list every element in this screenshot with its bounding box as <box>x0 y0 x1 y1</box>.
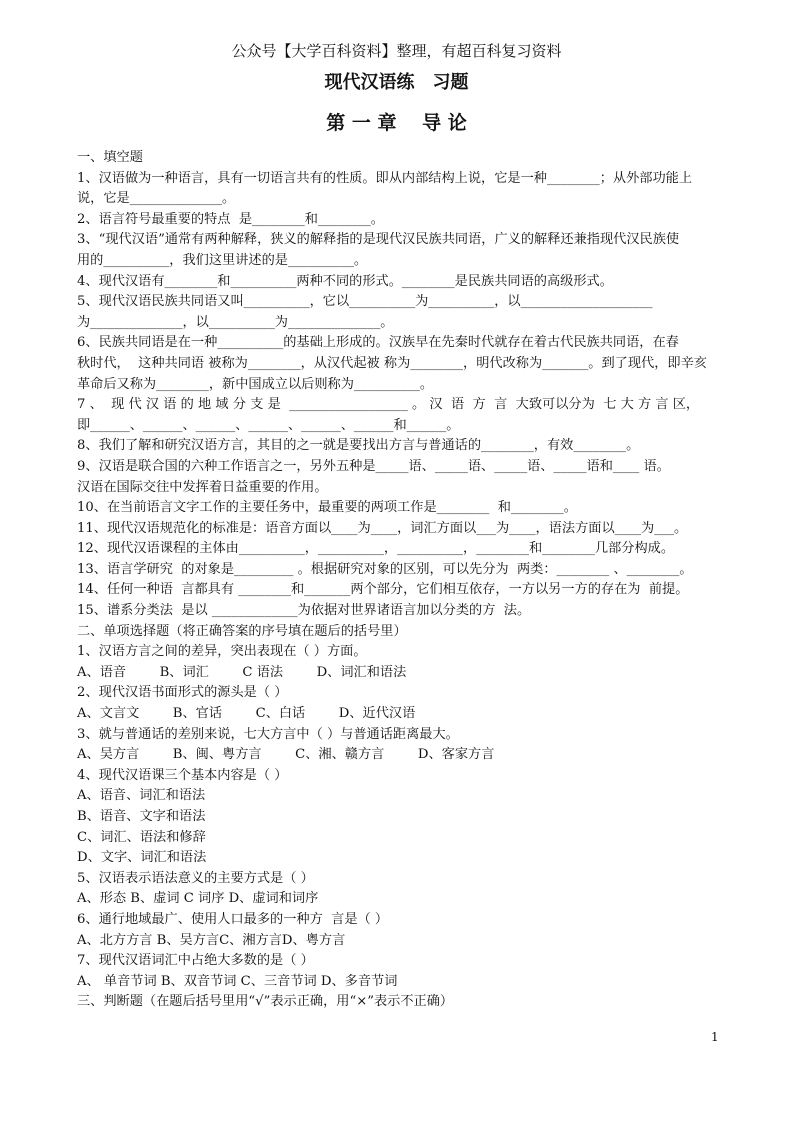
text-line: 2、语言符号最重要的特点 是________和________。 <box>77 211 384 227</box>
text-line: A、 单音节词 B、双音节词 C、三音节词 D、多音节词 <box>77 973 398 989</box>
text-line: 即______、______、______、______、______、______和______。 <box>77 417 460 433</box>
text-line: 5、现代汉语民族共同语又叫__________，它以__________为__________，以____________________ <box>77 294 653 310</box>
text-line: 1、汉语做为一种语言，具有一切语言共有的性质。即从内部结构上说，它是一种________；从外部功能上 <box>77 170 693 186</box>
text-line: 3、就与普通话的差别来说，七大方言中（ ）与普通话距离最大。 <box>77 726 459 742</box>
text-line: D、文字、词汇和语法 <box>77 850 207 866</box>
text-line: 6、民族共同语是在一种__________的基础上形成的。汉族早在先秦时代就存在着古代民族共同语，在春 <box>77 335 679 351</box>
text-line: 3、“现代汉语”通常有两种解释，狭义的解释指的是现代汉民族共同语，广义的解释还兼指现代汉民族使 <box>77 232 680 248</box>
exercise-content <box>77 148 719 1013</box>
text-line: 5、汉语表示语法意义的主要方式是（ ） <box>77 870 314 886</box>
chapter-heading: 第 一 章 导 论 <box>326 112 467 134</box>
text-line: 三、判断题（在题后括号里用“√”表示正确，用“×”表示不正确） <box>77 994 454 1010</box>
text-line: 7、现代汉语词汇中占绝大多数的是（ ） <box>77 953 314 969</box>
text-line: 说，它是______________。 <box>77 191 236 207</box>
text-line: A、文言文 B、官话 C、白话 D、近代汉语 <box>77 706 416 722</box>
text-line: 11、现代汉语规范化的标准是：语音方面以____为____，词汇方面以___为____，语法方面以____为___。 <box>77 520 688 536</box>
text-line: B、语音、文字和语法 <box>77 809 206 824</box>
text-line: A、吴方言 B、闽、粤方言 C、湘、赣方言 D、客家方言 <box>77 747 495 763</box>
text-line: 为______________，以__________为______________。 <box>77 314 394 330</box>
text-line: 1、汉语方言之间的差异，突出表现在（ ）方面。 <box>77 644 367 660</box>
text-line: A、语音、词汇和语法 <box>77 788 206 804</box>
text-line: 8、我们了解和研究汉语方言，其目的之一就是要找出方言与普通话的________，有效________。 <box>77 438 640 454</box>
text-line: 4、现代汉语课三个基本内容是（ ） <box>77 767 288 783</box>
text-line: 一、填空题 <box>77 150 143 165</box>
text-line: 12、现代汉语课程的主体由__________，__________，__________，________和________几部分构成。 <box>77 541 675 557</box>
text-line: 14、任何一种语 言都具有 ________和_______两个部分，它们相互依存，一方以另一方的存在为 前提。 <box>77 582 689 598</box>
text-line: 秋时代， 这种共同语 被称为________，从汉代起被 称为________，明代改称为_______。到了现代，即辛亥 <box>77 355 707 371</box>
text-line: A、北方方言 B、吴方言C、湘方言D、粤方言 <box>77 932 346 948</box>
text-line: 汉语在国际交往中发挥着日益重要的作用。 <box>77 479 328 495</box>
text-line: 15、谱系分类法 是以 _____________为依据对世界诸语言加以分类的方 法。 <box>77 603 531 619</box>
text-line: 2、现代汉语书面形式的源头是（ ） <box>77 685 288 701</box>
text-line: 10、在当前语言文字工作的主要任务中，最重要的两项工作是________ 和________。 <box>77 500 577 516</box>
text-line: 6、通行地域最广、使用人口最多的一种方 言是（ ） <box>77 911 389 927</box>
page-number: 1 <box>711 1030 719 1044</box>
text-line: 7 、 现 代 汉 语 的 地 域 分 支 是 __________________ 。 汉 语 方 言 大致可以分为 七 大 方 言 区， <box>77 397 700 413</box>
text-line: 用的__________，我们这里讲述的是__________。 <box>77 252 368 268</box>
text-line: 二、单项选择题（将正确答案的序号填在题后的括号里） <box>77 623 407 639</box>
text-line: A、形态 B、虚词 C 词序 D、虚词和词序 <box>77 891 319 907</box>
text-line: 9、汉语是联合国的六种工作语言之一，另外五种是_____语、_____语、_____语、_____语和____ 语。 <box>77 458 670 474</box>
document-title: 现代汉语练 习题 <box>324 72 469 93</box>
text-line: 13、语言学研究 的对象是_________ 。根据研究对象的区别，可以先分为 两类：________ 、________。 <box>77 561 693 577</box>
source-header: 公众号【大学百科资料】整理，有超百科复习资料 <box>231 42 562 60</box>
text-line: 4、现代汉语有________和__________两种不同的形式。________是民族共同语的高级形式。 <box>77 273 613 289</box>
text-line: C、词汇、语法和修辞 <box>77 829 206 845</box>
text-line: 革命后又称为________，新中国成立以后则称为__________。 <box>77 376 434 392</box>
text-line: A、语音 B、词汇 C 语法 D、词汇和语法 <box>77 664 407 680</box>
